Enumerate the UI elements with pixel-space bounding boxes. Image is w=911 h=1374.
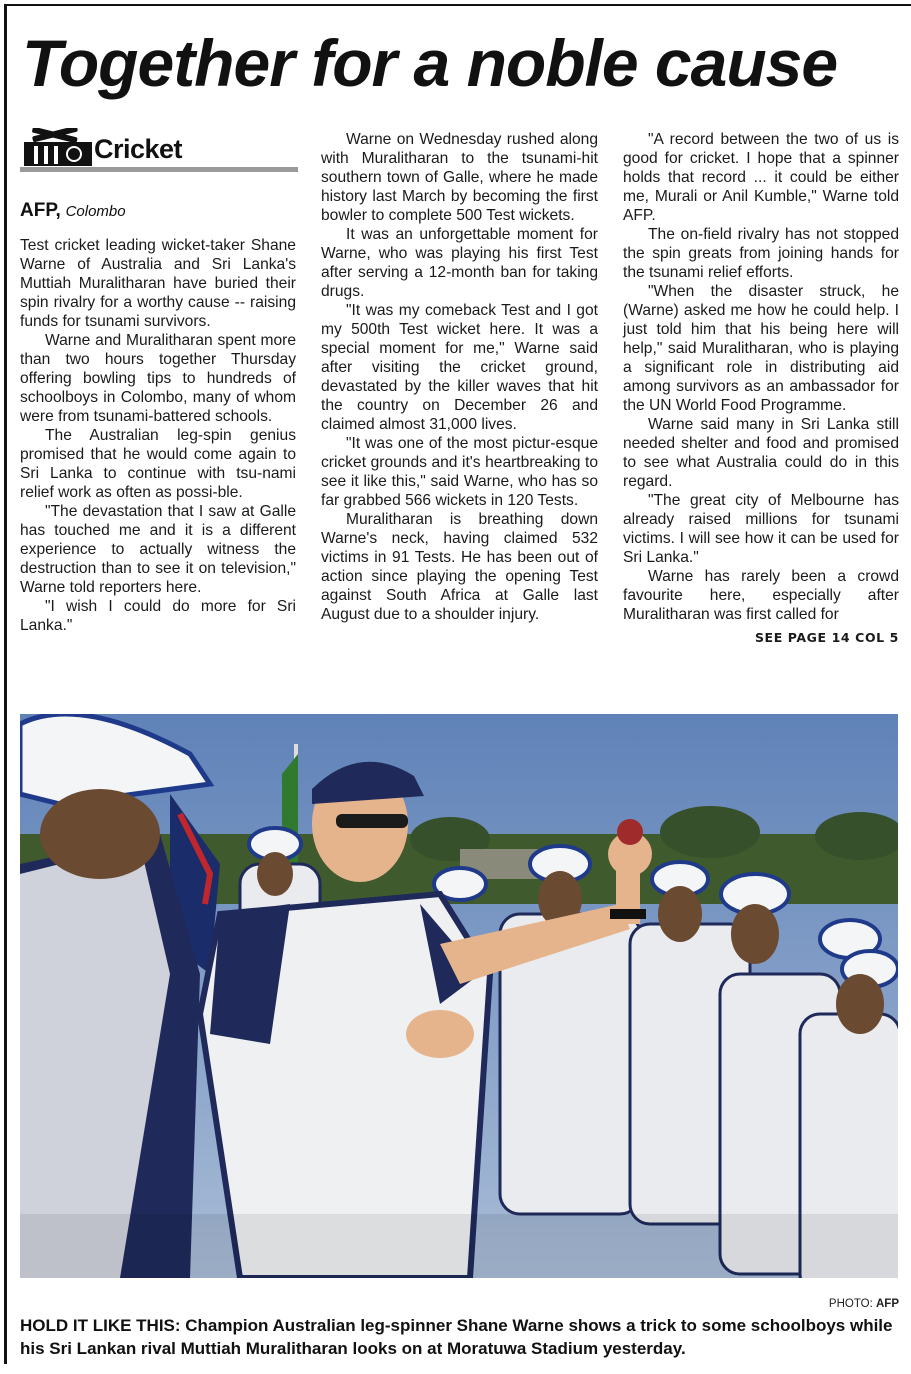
- photo-credit-label: PHOTO:: [828, 1298, 873, 1310]
- byline-agency: AFP,: [20, 200, 61, 221]
- article-column-1: [20, 236, 296, 635]
- paragraph: Warne said many in Sri Lanka still needed shelter and food and promised to see what Australia could do in this regard.: [623, 416, 899, 490]
- byline-place: Colombo: [65, 203, 126, 220]
- top-border-rule: [4, 4, 911, 6]
- byline: [20, 200, 126, 222]
- paragraph: Warne on Wednesday rushed along with Muralitharan to the tsunami-hit southern town of Galle, where he made history last March by becoming the first bowler to complete 500 Test wickets.: [321, 131, 598, 224]
- photo-illustration: [20, 714, 898, 1278]
- article-column-2: [321, 130, 598, 624]
- left-border-rule: [4, 4, 7, 1364]
- paragraph: "When the disaster struck, he (Warne) asked me how he could help. I just told him that his being here will help," said Muralitharan, who is playing a significant role in distributing aid among survivors as an ambassador for the UN World Food Programme.: [623, 283, 899, 414]
- paragraph: The on-field rivalry has not stopped the spin greats from joining hands for the tsunami relief efforts.: [623, 226, 899, 281]
- headline: Together for a noble cause: [22, 26, 838, 100]
- section-tag: [20, 126, 298, 172]
- paragraph: "I wish I could do more for Sri Lanka.": [20, 598, 296, 634]
- photo-caption: HOLD IT LIKE THIS: Champion Australian leg-spinner Shane Warne shows a trick to some schoolboys while his Sri Lankan rival Muttiah Muralitharan looks on at Moratuwa Stadium yesterday.: [20, 1316, 893, 1358]
- section-underline: [20, 167, 298, 172]
- paragraph: "The devastation that I saw at Galle has touched me and it is a different experience to actually witness the destruction than to see it on television," Warne told reporters here.: [20, 503, 296, 596]
- paragraph: It was an unforgettable moment for Warne, who was playing his first Test after serving a 12-month ban for taking drugs.: [321, 226, 598, 300]
- paragraph: Test cricket leading wicket-taker Shane Warne of Australia and Sri Lanka's Muttiah Muralitharan have buried their spin rivalry for a worthy cause -- raising funds for tsunami survivors.: [20, 237, 296, 330]
- news-photo: [20, 714, 898, 1278]
- continuation-jump[interactable]: SEE PAGE 14 COL 5: [754, 630, 899, 645]
- paragraph: Warne and Muralitharan spent more than two hours together Thursday offering bowling tips to hundreds of schoolboys in Colombo, many of whom were from tsunami-battered schools.: [20, 332, 296, 425]
- section-label: Cricket: [94, 134, 183, 164]
- paragraph: Warne has rarely been a crowd favourite here, especially after Muralitharan was first called for: [623, 568, 899, 623]
- paragraph: The Australian leg-spin genius promised that he would come again to Sri Lanka to continue with tsu-nami relief work as often as possi-ble.: [20, 427, 296, 501]
- paragraph: "A record between the two of us is good for cricket. I hope that a spinner holds that record ... it could be either me, Murali or Anil Kumble," Warne told AFP.: [623, 131, 899, 224]
- photo-credit-source: AFP: [876, 1298, 899, 1310]
- paragraph: "It was one of the most pictur-esque cricket grounds and it's heartbreaking to see it like this," said Warne, who has so far grabbed 566 wickets in 120 Tests.: [321, 435, 598, 509]
- paragraph: "The great city of Melbourne has already raised millions for tsunami victims. I will see how it can be used for Sri Lanka.": [623, 492, 899, 566]
- paragraph: "It was my comeback Test and I got my 500th Test wicket here. It was a special moment for me," Warne said after visiting the cricket ground, devastated by the killer waves that hit the country on December 26 and claimed almost 31,000 lives.: [321, 302, 598, 433]
- cricket-bat-ball-icon: [22, 128, 94, 168]
- article-column-3: [623, 130, 899, 647]
- photo-credit: [829, 1298, 899, 1310]
- paragraph: Muralitharan is breathing down Warne's neck, having claimed 532 victims in 91 Tests. He has been out of action since playing the opening Test against South Africa at Galle last August due to a shoulder injury.: [321, 511, 598, 623]
